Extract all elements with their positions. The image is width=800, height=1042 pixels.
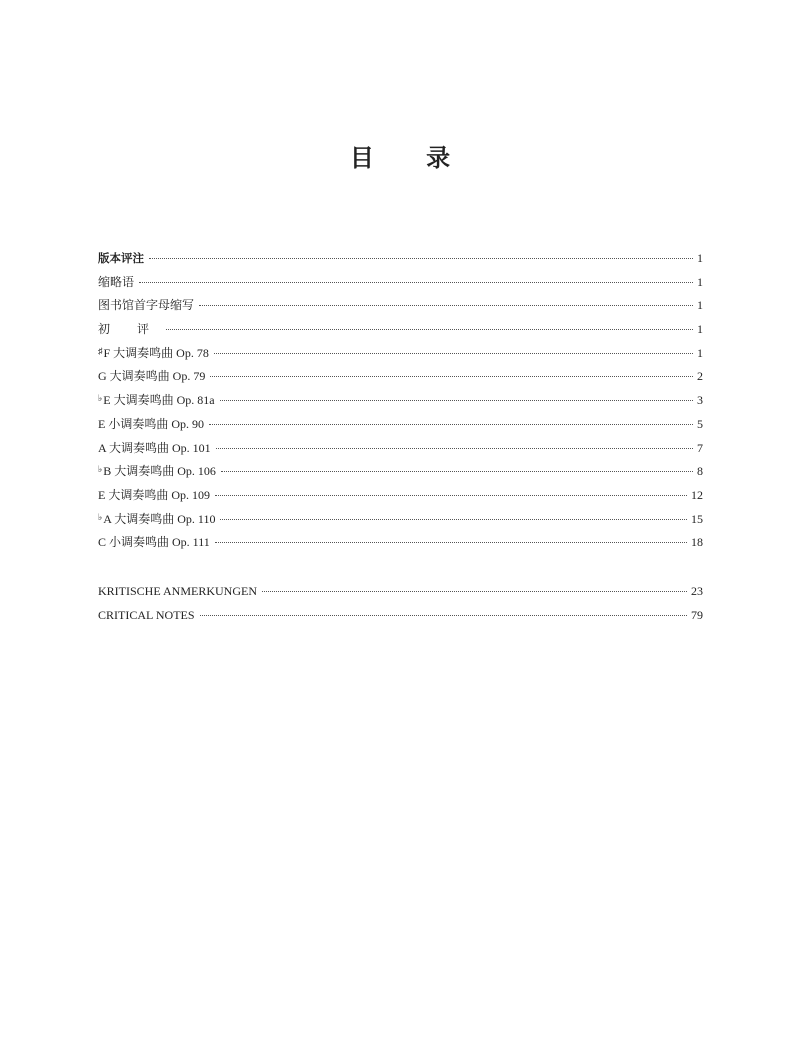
dot-leader <box>220 519 687 520</box>
toc-entry-text: G 大调奏鸣曲 Op. 79 <box>98 369 206 384</box>
dot-leader <box>215 542 687 543</box>
toc-entry[interactable] <box>98 368 703 392</box>
toc-page-number: 79 <box>691 607 703 622</box>
toc-section-notes <box>98 583 703 630</box>
dot-leader <box>216 448 693 449</box>
toc-entry-text: KRITISCHE ANMERKUNGEN <box>98 584 257 598</box>
toc-entry-text: 缩略语 <box>98 274 135 289</box>
toc-entry-label <box>98 416 209 432</box>
toc-page-number: 15 <box>691 511 703 526</box>
accidental-sign: ♯ <box>98 345 103 356</box>
toc-entry[interactable] <box>98 274 703 298</box>
toc-entry[interactable] <box>98 534 703 558</box>
toc-page-number: 3 <box>697 393 703 408</box>
toc-entry-label <box>98 487 215 503</box>
toc-entry-text: A 大调奏鸣曲 Op. 101 <box>98 440 211 455</box>
toc-entry-text: B 大调奏鸣曲 Op. 106 <box>103 464 216 479</box>
toc-entry-label <box>98 607 200 623</box>
toc-page-number: 7 <box>697 440 703 455</box>
toc-page-number: 1 <box>697 298 703 313</box>
dot-leader <box>220 400 693 401</box>
toc-entry-text: E 大调奏鸣曲 Op. 109 <box>98 487 210 502</box>
toc-entry[interactable] <box>98 487 703 511</box>
toc-entry[interactable] <box>98 250 703 274</box>
toc-page-number: 8 <box>697 464 703 479</box>
toc-section-chinese <box>98 250 703 558</box>
toc-page-number: 1 <box>697 322 703 337</box>
toc-entry-label <box>98 250 149 266</box>
toc-entry-text: E 大调奏鸣曲 Op. 81a <box>103 393 215 408</box>
toc-entry-label <box>98 440 216 456</box>
dot-leader <box>214 353 693 354</box>
toc-entry-label <box>98 463 221 480</box>
toc-page-number: 5 <box>697 416 703 431</box>
dot-leader <box>210 376 693 377</box>
toc-entry-text: C 小调奏鸣曲 Op. 111 <box>98 535 210 550</box>
toc-page-number: 12 <box>691 487 703 502</box>
toc-entry-text: F 大调奏鸣曲 Op. 78 <box>103 345 209 360</box>
toc-entry-label <box>98 583 262 599</box>
toc-entry-text: 图书馆首字母缩写 <box>98 298 195 313</box>
toc-entry[interactable] <box>98 321 703 345</box>
toc-entry-label <box>98 321 166 337</box>
dot-leader <box>166 329 693 330</box>
dot-leader <box>209 424 693 425</box>
toc-entry[interactable] <box>98 297 703 321</box>
toc-entry-text: A 大调奏鸣曲 Op. 110 <box>103 511 216 526</box>
toc-entry-text: 初 评 <box>98 322 162 337</box>
toc-page-number: 1 <box>697 274 703 289</box>
toc-page-number: 1 <box>697 251 703 265</box>
accidental-sign: ♭ <box>98 393 103 404</box>
dot-leader <box>149 258 693 259</box>
toc-entry[interactable] <box>98 463 703 487</box>
toc-entry[interactable] <box>98 392 703 416</box>
accidental-sign: ♭ <box>98 464 103 475</box>
toc-entry-label <box>98 392 220 409</box>
accidental-sign: ♭ <box>98 511 103 522</box>
toc-entry[interactable] <box>98 345 703 369</box>
toc-entry-label <box>98 511 220 528</box>
toc-entry[interactable] <box>98 416 703 440</box>
toc-entry-label <box>98 274 139 290</box>
toc-entry[interactable] <box>98 607 703 631</box>
toc-entry-label <box>98 297 199 313</box>
toc-page-number: 18 <box>691 535 703 550</box>
toc-entry[interactable] <box>98 583 703 607</box>
dot-leader <box>200 615 687 616</box>
toc-entry-text: E 小调奏鸣曲 Op. 90 <box>98 416 204 431</box>
toc-entry[interactable] <box>98 511 703 535</box>
toc-entry[interactable] <box>98 440 703 464</box>
toc-entry-text: CRITICAL NOTES <box>98 607 195 622</box>
toc-page-number: 23 <box>691 584 703 598</box>
toc-entry-label <box>98 368 210 384</box>
toc-page-number: 2 <box>697 369 703 384</box>
dot-leader <box>262 591 687 592</box>
toc-entry-text: 版本评注 <box>98 251 144 265</box>
toc-entry-label <box>98 345 214 362</box>
page-title: 目 录 <box>349 144 473 172</box>
dot-leader <box>139 282 693 283</box>
toc-entry-label <box>98 534 215 550</box>
dot-leader <box>199 305 693 306</box>
toc-page-number: 1 <box>697 345 703 360</box>
dot-leader <box>221 471 693 472</box>
dot-leader <box>215 495 687 496</box>
